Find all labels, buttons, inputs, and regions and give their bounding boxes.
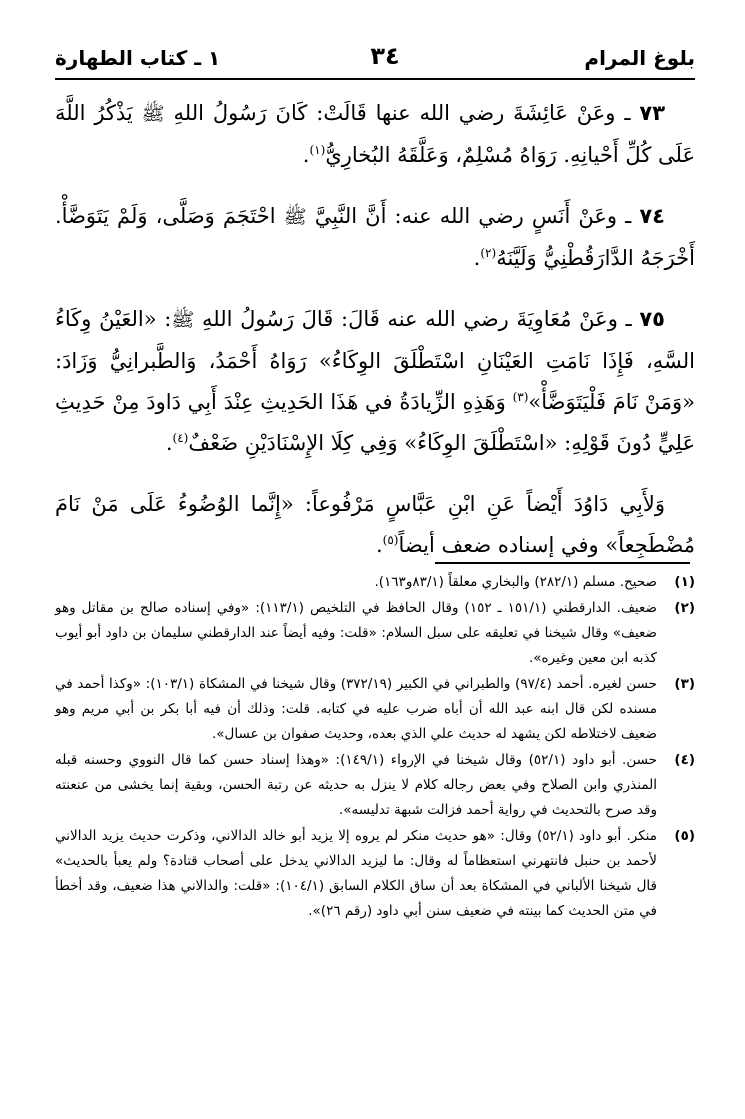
salutation-glyph: ﷺ bbox=[141, 103, 165, 125]
hadith-74 bbox=[55, 196, 695, 279]
period: . bbox=[375, 533, 383, 557]
footnote-number: (٢) bbox=[674, 600, 695, 616]
footnote-ref: (٣) bbox=[512, 390, 529, 404]
hadith-text: ـ وعَنْ أَنَسٍ رضي الله عنه: أَنَّ النَّبِيَّ bbox=[314, 204, 632, 228]
footnote-text: ضعيف. الدارقطني (١٥١/١ ـ ١٥٢) وقال الحافظ في التلخيص (١١٣/١): «وفي إسناده صالح بن مقاتل وهو ضعيف» وقال شيخنا في تعليقه على سبل السلام: «قلت: وفيه أيضاً عند الدارقطني سليمان بن داود أبو أيوب كذبه ابن معين وغيره». bbox=[55, 600, 657, 666]
footnote-text: حسن. أبو داود (٥٢/١) وقال شيخنا في الإرواء (١٤٩/١): «وهذا إسناد حسن كما قال النووي وحسنه قبله المنذري وابن الصلاح وفي بعض رجاله كلام لا ينزل به حديثه عن رتبة الحسن، وبقية إنما يخشى من عنعنته وقد صرح بالتحديث في رواية أحمد فزالت شبهة تدليسه». bbox=[55, 752, 658, 818]
period: . bbox=[473, 246, 481, 270]
chapter-title: ١ ـ كتاب الطهارة bbox=[55, 46, 221, 70]
footnote-ref: (٢) bbox=[480, 246, 497, 260]
footnotes bbox=[55, 570, 695, 925]
footnote-ref: (١) bbox=[309, 143, 326, 157]
hadith-text: احْتَجَمَ وَصَلَّى، وَلَمْ يَتَوَضَّأْ. أَخْرَجَهُ الدَّارَقُطْنِيُّ وَلَيَّنَهُ bbox=[55, 204, 695, 270]
salutation-glyph: ﷺ bbox=[171, 309, 195, 331]
footnote-number: (٥) bbox=[674, 828, 695, 844]
footnote-ref: (٥) bbox=[382, 533, 399, 547]
footnote-text: صحيح. مسلم (٢٨٢/١) والبخاري معلقاً (٨٣/١و١٦٣). bbox=[374, 574, 657, 590]
book-title: بلوغ المرام bbox=[584, 46, 695, 70]
hadith-number: ٧٣ bbox=[639, 101, 666, 125]
period: . bbox=[302, 143, 310, 167]
footnote-number: (٤) bbox=[674, 752, 695, 768]
hadith-number: ٧٤ bbox=[639, 204, 665, 228]
hadith-text: يَذْكُرُ اللَّهَ عَلَى كُلِّ أَحْيانِهِ. رَوَاهُ مُسْلِمٌ، وَعَلَّقَهُ البُخارِيُّ bbox=[55, 101, 695, 167]
hadith-73 bbox=[55, 93, 695, 176]
footnote-5 bbox=[55, 824, 695, 924]
main-text bbox=[55, 93, 695, 586]
footnote-separator bbox=[435, 562, 690, 564]
footnote-ref: (٤) bbox=[172, 431, 189, 445]
hadith-text: ـ وعَنْ مُعَاوِيَةَ رضي الله عنه قَالَ: قَالَ رَسُولُ اللهِ bbox=[202, 307, 632, 331]
footnote-text: منكر. أبو داود (٥٢/١) وقال: «هو حديث منكر لم يروه إلا يزيد أبو خالد الدالاني، وذكرت حديث يزيد الدالاني لأحمد بن حنبل فانتهرني استعظاماً له وقال: ما ليزيد الدالاني يدخل على أصحاب قتادة؟ ولم يعبأ بالحديث» قال شيخنا الألباني في المشكاة بعد أن ساق الكلام السابق (١٠٤/١): «قلت: والدالاني هذا ضعيف، وقد أخطأ في متن الحديث كما بينته في ضعيف سنن أبي داود (رقم ٢٦)». bbox=[55, 828, 657, 919]
hadith-text: وَهَذِهِ الزِّيادَةُ في هَذَا الحَدِيثِ عِنْدَ أَبِي دَاودَ مِنْ حَدِيثِ عَلِيٍّ دُونَ قَوْلِهِ: «اسْتَطْلَقَ الوِكَاءُ» وَفِي كِلَا الإِسْنَادَيْنِ ضَعْفٌ bbox=[55, 390, 695, 455]
hadith-text: : «العَيْنُ وِكَاءُ السَّهِ، فَإِذَا نَامَتِ العَيْنَانِ اسْتَطْلَقَ الوِكَاءُ» رَوَاهُ أَحْمَدُ، وَالطَّبرانِيُّ وَزَادَ: «وَمَنْ نَامَ فَلْيَتَوَضَّأْ» bbox=[55, 307, 695, 414]
footnote-2 bbox=[55, 596, 695, 671]
hadith-75 bbox=[55, 299, 695, 464]
period: . bbox=[165, 431, 173, 455]
footnote-3 bbox=[55, 672, 695, 747]
hadith-text: ـ وعَنْ عَائِشَةَ رضي الله عنها قَالَتْ: كَانَ رَسُولُ اللهِ bbox=[173, 101, 631, 125]
page-number: ٣٤ bbox=[370, 42, 400, 70]
hadith-number: ٧٥ bbox=[639, 307, 665, 331]
footnote-number: (٣) bbox=[674, 676, 695, 692]
footnote-number: (١) bbox=[674, 574, 695, 590]
abu-dawud-addition bbox=[55, 484, 695, 566]
footnote-1 bbox=[55, 570, 695, 595]
salutation-glyph: ﷺ bbox=[283, 206, 307, 228]
footnote-4 bbox=[55, 748, 695, 823]
footnote-text: حسن لغيره. أحمد (٩٧/٤) والطبراني في الكبير (٣٧٢/١٩) وقال شيخنا في المشكاة (١٠٣/١): «وكذا أحمد في مسنده لكن قال ابنه عبد الله أن أباه ضرب عليه في كتابه. قلت: وذلك أن فيه أبا بكر بن أبي مريم وهو ضعيف لاختلاطه لكن يشهد له حديث علي الذي بعده، وحديث صفوان بن عسال». bbox=[55, 676, 657, 742]
running-header bbox=[55, 42, 695, 80]
hadith-text: وَلأَبِي دَاوُدَ أَيْضاً عَنِ ابْنِ عَبَّاسٍ مَرْفُوعاً: «إِنَّما الوُضُوءُ عَلَى مَنْ نَامَ مُضْطَجِعاً» وفي إسناده ضعف أيضاً bbox=[55, 492, 695, 557]
